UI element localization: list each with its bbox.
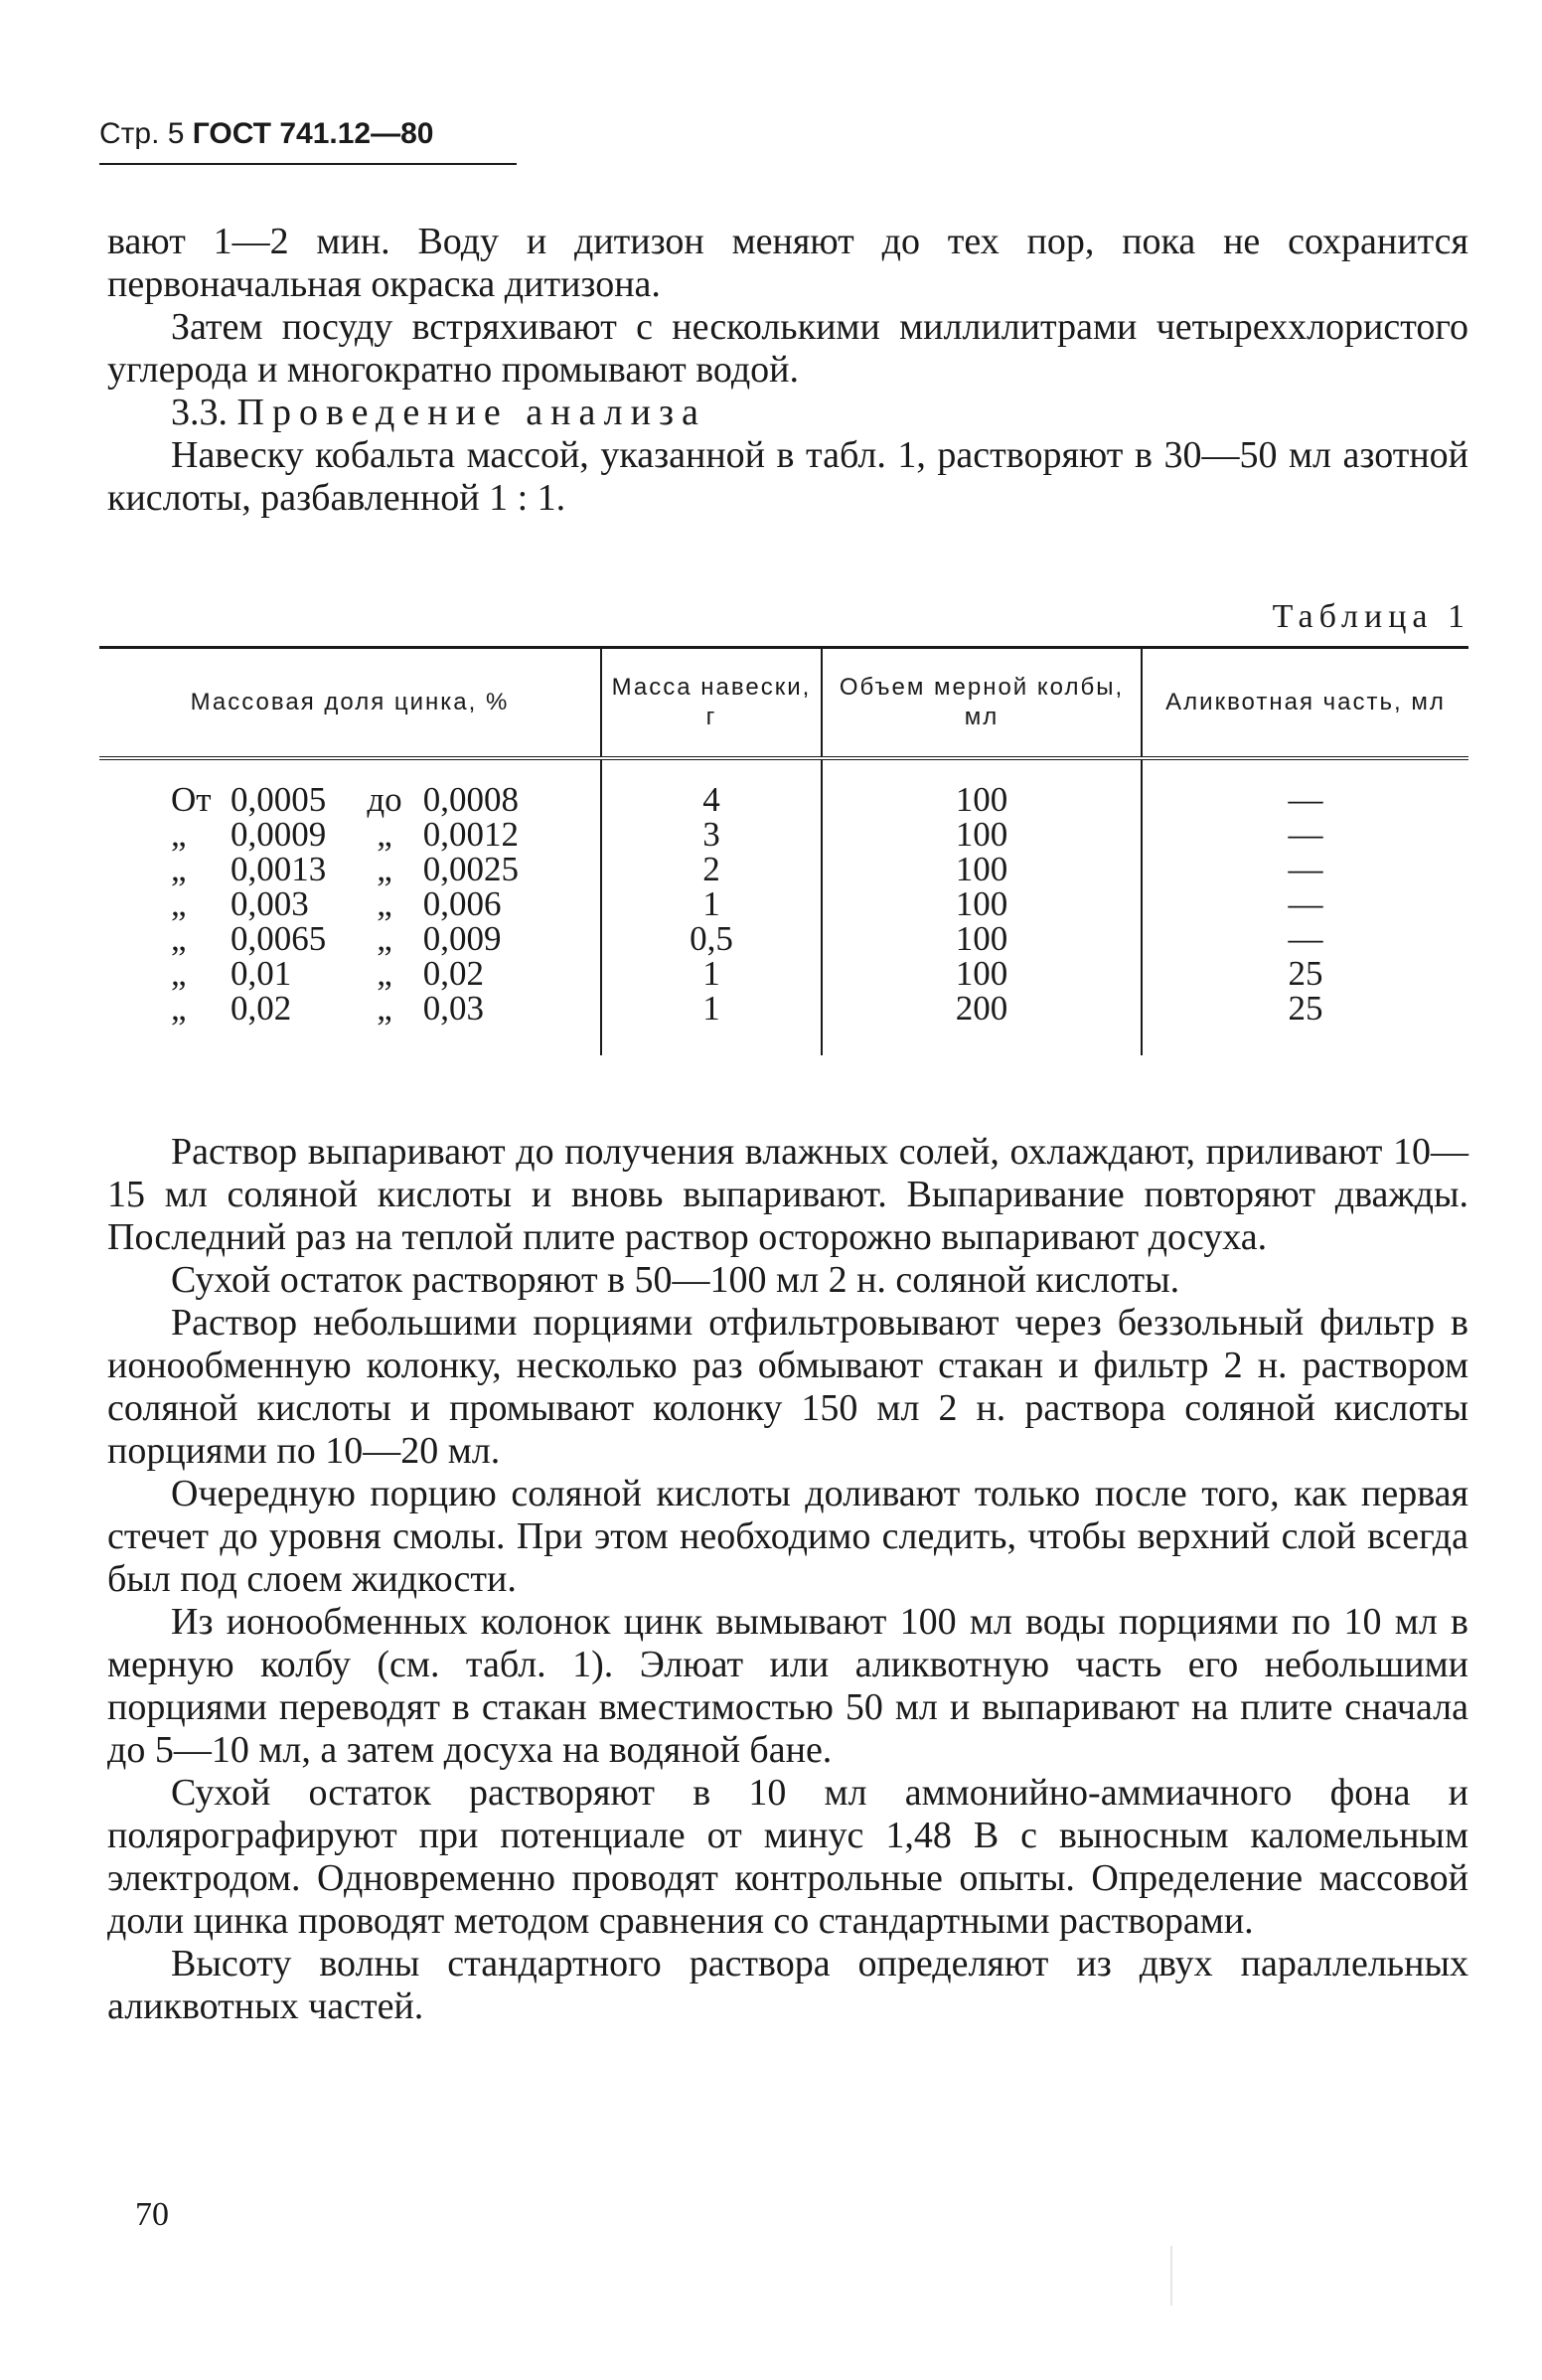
- standard-number: ГОСТ 741.12—80: [192, 117, 434, 150]
- table-row: „ 0,01 „ 0,02: [171, 954, 484, 993]
- table-cell: 2: [702, 850, 720, 888]
- paragraph: Раствор выпаривают до получения влажных солей, охлаждают, приливают 10—15 мл соляной кислоты и вновь выпаривают. Выпаривание повторяют дважды. Последний раз на теплой плите раствор осторожно выпаривают досуха.: [107, 1131, 1468, 1258]
- data-table: [99, 646, 1468, 1055]
- table-cell: 25: [1288, 989, 1323, 1028]
- table-cell: 100: [955, 919, 1008, 958]
- zinc-fraction-column: [99, 758, 601, 1055]
- table-cell: 1: [702, 884, 720, 923]
- column-header: Массовая доля цинка, %: [99, 648, 601, 759]
- table-cell: 1: [702, 989, 720, 1028]
- table-cell: —: [1288, 919, 1323, 958]
- paragraph: Затем посуду встряхивают с несколькими миллилитрами четыреххлористого углерода и многократно промывают водой.: [107, 306, 1468, 391]
- table-cell: 0,5: [690, 919, 733, 958]
- table-cell: —: [1288, 850, 1323, 888]
- aliquot-column: [1142, 758, 1468, 1055]
- table-cell: 100: [955, 884, 1008, 923]
- table-cell: —: [1288, 815, 1323, 854]
- flask-volume-column: [822, 758, 1142, 1055]
- section-number: 3.3.: [171, 392, 228, 433]
- paragraph: Раствор небольшими порциями отфильтровывают через беззольный фильтр в ионообменную колонку, несколько раз обмывают стакан и фильтр 2 н. раствором соляной кислоты и промывают колонку 150 мл 2 н. раствора соляной кислоты порциями по 10—20 мл.: [107, 1302, 1468, 1472]
- table-row: „ 0,0013 „ 0,0025: [171, 850, 519, 888]
- column-header: Масса навески, г: [601, 648, 822, 759]
- table-row: „ 0,0065 „ 0,009: [171, 919, 502, 958]
- table-cell: —: [1288, 884, 1323, 923]
- page-header: [99, 117, 517, 165]
- table-row: От 0,0005 до 0,0008: [171, 780, 519, 819]
- paragraph: Высоту волны стандартного раствора определяют из двух параллельных аликвотных частей.: [107, 1943, 1468, 2027]
- table-header-row: [99, 648, 1468, 759]
- paragraph: Из ионообменных колонок цинк вымывают 100 мл воды порциями по 10 мл в мерную колбу (см. табл. 1). Элюат или аликвотную часть его небольшими порциями переводят в стакан вместимостью 50 мл и выпаривают на плите сначала до 5—10 мл, а затем досуха на водяной бане.: [107, 1601, 1468, 1771]
- table-row: „ 0,02 „ 0,03: [171, 989, 484, 1028]
- paragraph: Сухой остаток растворяют в 50—100 мл 2 н. соляной кислоты.: [171, 1259, 1180, 1301]
- table-body: [99, 758, 1468, 1055]
- text-block-bottom: [107, 1131, 1468, 2028]
- table-cell: 1: [702, 954, 720, 993]
- paragraph: вают 1—2 мин. Воду и дитизон меняют до тех пор, пока не сохранится первоначальная окраска дитизона.: [107, 221, 1468, 305]
- paragraph: Навеску кобальта массой, указанной в табл. 1, растворяют в 30—50 мл азотной кислоты, разбавленной 1 : 1.: [107, 434, 1468, 519]
- section-title: Проведение анализа: [236, 392, 706, 433]
- table-row: „ 0,003 „ 0,006: [171, 884, 502, 923]
- text-block-top: [107, 221, 1468, 520]
- table-cell: 25: [1288, 954, 1323, 993]
- column-header: Аликвотная часть, мл: [1142, 648, 1468, 759]
- table-cell: 200: [955, 989, 1008, 1028]
- page-number: 70: [135, 2196, 169, 2233]
- mass-column: [601, 758, 822, 1055]
- table-row: „ 0,0009 „ 0,0012: [171, 815, 519, 854]
- table-cell: 100: [955, 780, 1008, 819]
- column-header: Объем мерной колбы, мл: [822, 648, 1142, 759]
- page-ref: Стр. 5: [99, 117, 185, 150]
- table-cell: 100: [955, 954, 1008, 993]
- table-caption: Таблица 1: [1272, 598, 1470, 635]
- paragraph: Очередную порцию соляной кислоты доливают только после того, как первая стечет до уровня смолы. При этом необходимо следить, чтобы верхний слой всегда был под слоем жидкости.: [107, 1473, 1468, 1600]
- table-cell: —: [1288, 780, 1323, 819]
- scan-artifact: [1170, 2246, 1172, 2305]
- table-cell: 3: [702, 815, 720, 854]
- table-cell: 4: [702, 780, 720, 819]
- table-cell: 100: [955, 850, 1008, 888]
- paragraph: Сухой остаток растворяют в 10 мл аммонийно-аммиачного фона и полярографируют при потенциале от минус 1,48 В с выносным каломельным электродом. Одновременно проводят контрольные опыты. Определение массовой доли цинка проводят методом сравнения со стандартными растворами.: [107, 1772, 1468, 1942]
- table-cell: 100: [955, 815, 1008, 854]
- section-heading: [107, 392, 1468, 434]
